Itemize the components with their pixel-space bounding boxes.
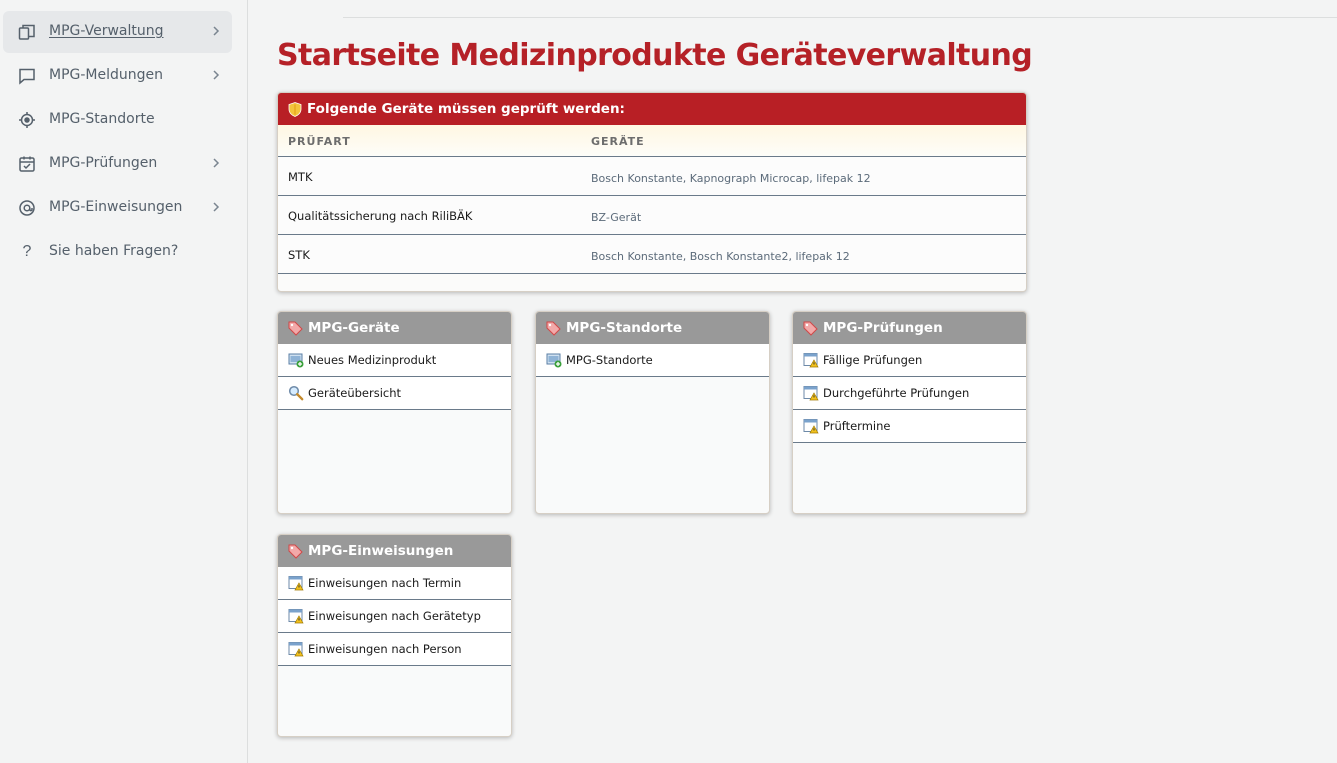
link-label: Einweisungen nach Person <box>308 642 462 656</box>
column-header-geraete: GERÄTE <box>591 135 645 148</box>
tag-icon <box>288 544 303 559</box>
sidebar-item-label: MPG-Verwaltung <box>49 23 164 39</box>
window-warning-icon <box>803 352 819 368</box>
cell-pruefart: MTK <box>288 170 313 184</box>
calendar-check-icon <box>18 155 36 173</box>
chat-icon <box>18 67 36 85</box>
add-device-icon <box>288 352 304 368</box>
card-header <box>278 535 511 567</box>
sidebar-item-label: Sie haben Fragen? <box>49 243 179 259</box>
cell-geraete: Bosch Konstante, Bosch Konstante2, lifepak 12 <box>591 250 850 263</box>
cell-geraete: BZ-Gerät <box>591 211 642 224</box>
chevron-right-icon <box>210 157 222 173</box>
link-label: Geräteübersicht <box>308 386 402 400</box>
table-row[interactable] <box>278 235 1026 274</box>
sidebar-item-label: MPG-Einweisungen <box>49 199 183 215</box>
sidebar <box>0 0 248 763</box>
at-icon <box>18 199 36 217</box>
sidebar-item-label: MPG-Prüfungen <box>49 155 158 171</box>
link-einweisungen-person[interactable] <box>278 633 511 666</box>
top-divider <box>343 17 1337 18</box>
link-label: Einweisungen nach Gerätetyp <box>308 609 481 623</box>
window-warning-icon <box>288 641 304 657</box>
chevron-right-icon <box>210 69 222 85</box>
cell-pruefart: STK <box>288 248 310 262</box>
sidebar-item-label: MPG-Meldungen <box>49 67 164 83</box>
sidebar-item-mpg-verwaltung[interactable] <box>3 11 232 53</box>
magnifier-icon <box>288 385 304 401</box>
column-header-pruefart: PRÜFART <box>288 135 351 148</box>
due-checks-panel <box>277 92 1027 292</box>
cell-geraete: Bosch Konstante, Kapnograph Microcap, lifepak 12 <box>591 172 871 185</box>
sidebar-item-fragen[interactable] <box>3 231 232 273</box>
card-title: MPG-Standorte <box>566 320 683 336</box>
chevron-right-icon <box>210 201 222 217</box>
shield-icon <box>288 102 302 117</box>
sidebar-item-label: MPG-Standorte <box>49 111 155 127</box>
link-einweisungen-geraetetyp[interactable] <box>278 600 511 633</box>
due-checks-title: Folgende Geräte müssen geprüft werden: <box>307 101 625 117</box>
link-prueftermine[interactable] <box>793 410 1026 443</box>
window-warning-icon <box>803 418 819 434</box>
link-durchgefuehrte-pruefungen[interactable] <box>793 377 1026 410</box>
card-title: MPG-Prüfungen <box>823 320 943 336</box>
card-header <box>536 312 769 344</box>
sidebar-item-mpg-einweisungen[interactable] <box>3 187 232 229</box>
card-header <box>793 312 1026 344</box>
chevron-right-icon <box>210 25 222 41</box>
link-label: MPG-Standorte <box>566 353 653 367</box>
tag-icon <box>288 321 303 336</box>
table-row[interactable] <box>278 157 1026 196</box>
link-faellige-pruefungen[interactable] <box>793 344 1026 377</box>
card-mpg-pruefungen <box>792 311 1027 514</box>
sidebar-item-mpg-pruefungen[interactable] <box>3 143 232 185</box>
location-icon <box>18 111 36 129</box>
card-title: MPG-Geräte <box>308 320 400 336</box>
table-header <box>278 125 1026 157</box>
link-label: Neues Medizinprodukt <box>308 353 437 367</box>
link-einweisungen-termin[interactable] <box>278 567 511 600</box>
add-device-icon <box>546 352 562 368</box>
link-label: Fällige Prüfungen <box>823 353 923 367</box>
table-row[interactable] <box>278 196 1026 235</box>
window-warning-icon <box>288 608 304 624</box>
book-icon <box>18 23 36 41</box>
link-neues-medizinprodukt[interactable] <box>278 344 511 377</box>
card-mpg-standorte <box>535 311 770 514</box>
card-header <box>278 312 511 344</box>
window-warning-icon <box>288 575 304 591</box>
window-warning-icon <box>803 385 819 401</box>
due-checks-header <box>278 93 1026 125</box>
link-mpg-standorte[interactable] <box>536 344 769 377</box>
cell-pruefart: Qualitätssicherung nach RiliBÄK <box>288 209 473 223</box>
tag-icon <box>803 321 818 336</box>
card-mpg-einweisungen <box>277 534 512 737</box>
link-label: Prüftermine <box>823 419 891 433</box>
card-mpg-geraete <box>277 311 512 514</box>
card-title: MPG-Einweisungen <box>308 543 454 559</box>
sidebar-item-mpg-meldungen[interactable] <box>3 55 232 97</box>
tag-icon <box>546 321 561 336</box>
question-icon: ? <box>22 243 32 260</box>
sidebar-item-mpg-standorte[interactable] <box>3 99 232 141</box>
link-label: Einweisungen nach Termin <box>308 576 462 590</box>
link-label: Durchgeführte Prüfungen <box>823 386 970 400</box>
page-title: Startseite Medizinprodukte Geräteverwaltung <box>277 38 1033 73</box>
link-geraeteuebersicht[interactable] <box>278 377 511 410</box>
